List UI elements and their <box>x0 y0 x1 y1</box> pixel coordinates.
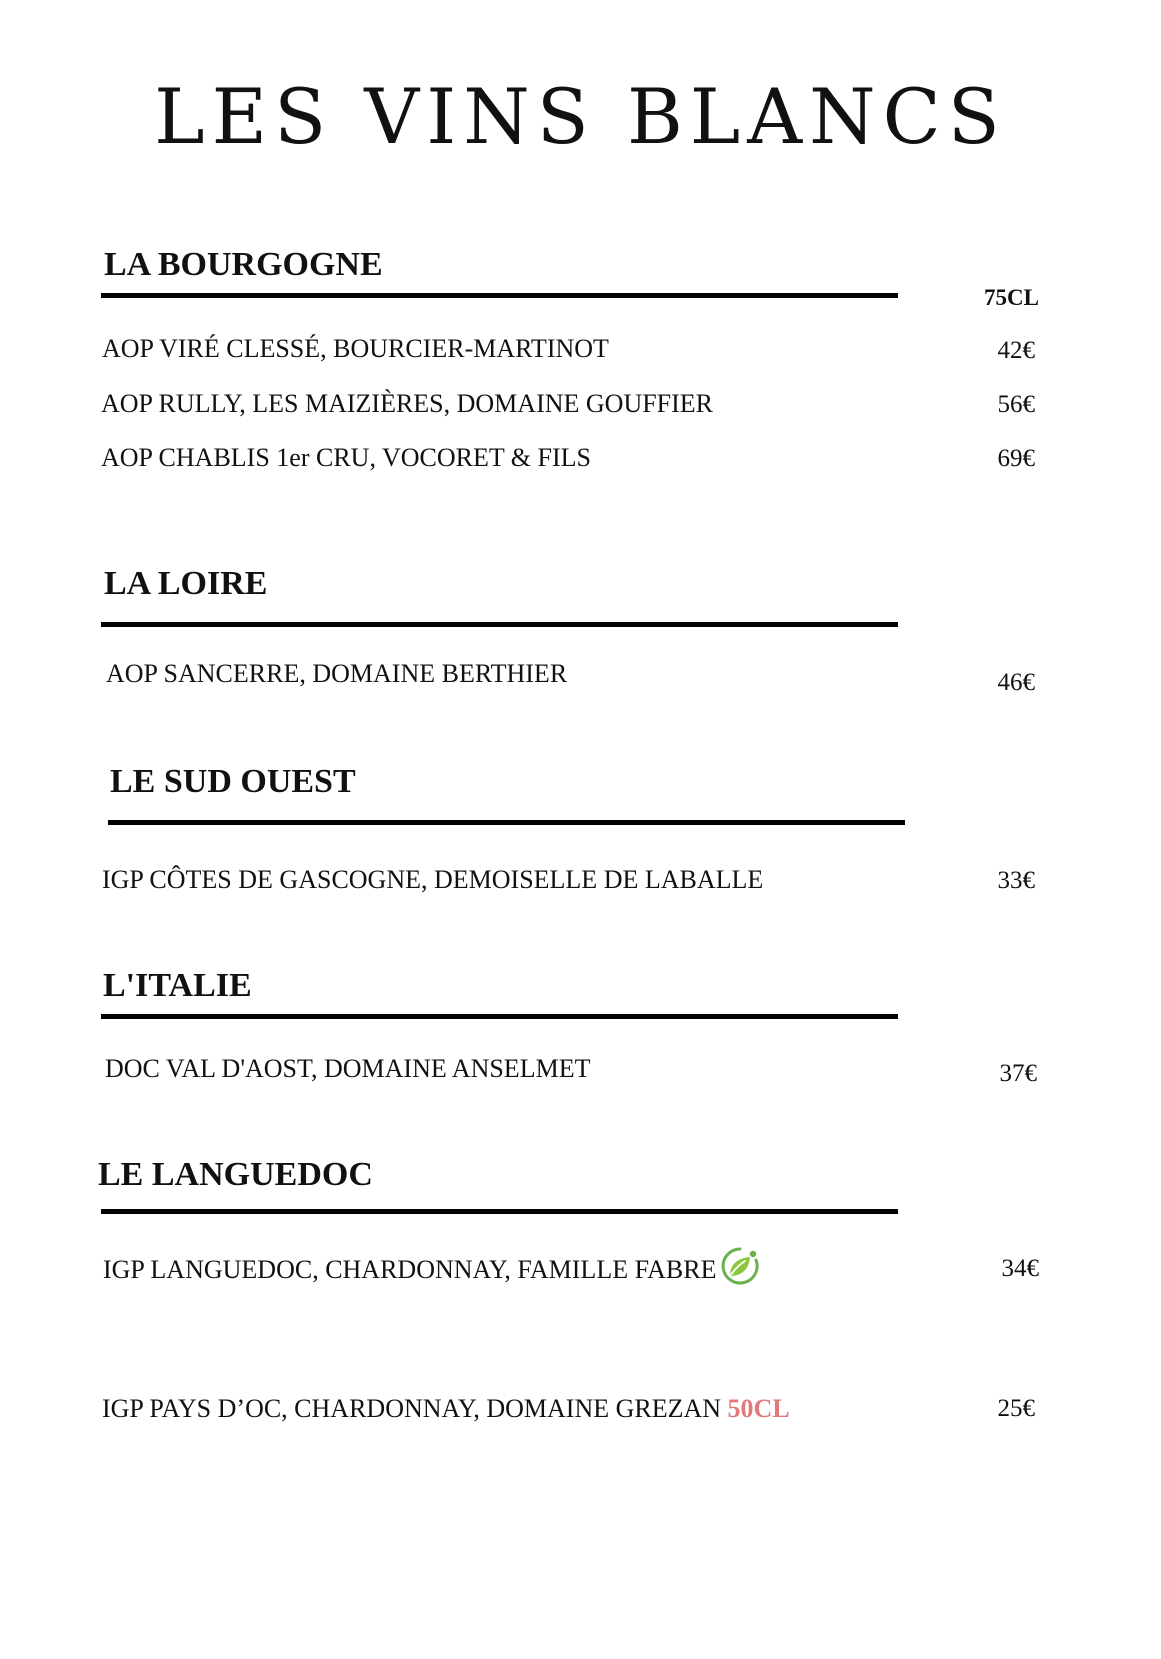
wine-name: AOP RULLY, LES MAIZIÈRES, DOMAINE GOUFFIER <box>101 389 714 418</box>
section-title-sud-ouest: LE SUD OUEST <box>110 763 356 800</box>
wine-row-grezan <box>102 1393 790 1425</box>
wine-name: IGP PAYS D’OC, CHARDONNAY, DOMAINE GREZAN <box>102 1394 722 1423</box>
wine-name: AOP CHABLIS 1er CRU, VOCORET & FILS <box>101 443 591 472</box>
wine-price: 37€ <box>999 1060 1037 1087</box>
wine-name: AOP VIRÉ CLESSÉ, BOURCIER-MARTINOT <box>102 334 609 363</box>
section-divider <box>101 293 898 298</box>
wine-name: AOP SANCERRE, DOMAINE BERTHIER <box>106 659 568 688</box>
wine-price: 33€ <box>997 867 1035 894</box>
section-title-bourgogne: LA BOURGOGNE <box>104 246 383 283</box>
volume-badge-50cl: 50CL <box>727 1394 790 1423</box>
wine-name: DOC VAL D'AOST, DOMAINE ANSELMET <box>105 1054 591 1083</box>
section-divider <box>101 1014 898 1019</box>
wine-price: 25€ <box>997 1395 1035 1422</box>
volume-header: 75CL <box>984 285 1039 310</box>
wine-price: 42€ <box>997 337 1035 364</box>
section-title-italie: L'ITALIE <box>103 967 252 1004</box>
wine-price: 56€ <box>997 391 1035 418</box>
section-title-languedoc: LE LANGUEDOC <box>98 1156 373 1193</box>
wine-price: 34€ <box>1001 1255 1039 1282</box>
wine-name: IGP CÔTES DE GASCOGNE, DEMOISELLE DE LABALLE <box>102 865 764 894</box>
wine-price: 46€ <box>997 669 1035 696</box>
section-divider <box>101 622 898 627</box>
wine-price: 69€ <box>997 445 1035 472</box>
wine-name: IGP LANGUEDOC, CHARDONNAY, FAMILLE FABRE <box>103 1254 717 1284</box>
wine-row-organic <box>103 1252 760 1292</box>
section-divider <box>108 820 905 825</box>
section-divider <box>101 1209 898 1214</box>
section-title-loire: LA LOIRE <box>104 565 268 602</box>
organic-leaf-icon <box>720 1246 760 1286</box>
page-title: LES VINS BLANCS <box>154 72 1007 161</box>
